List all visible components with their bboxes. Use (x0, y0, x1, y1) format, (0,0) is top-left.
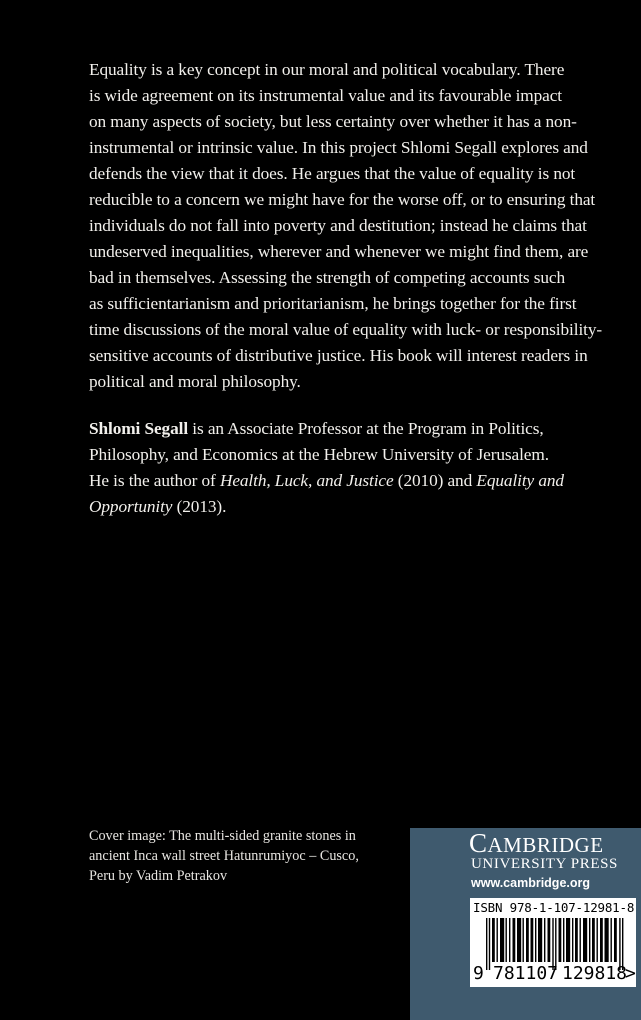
bio-line (89, 494, 589, 520)
book-title: Health, Luck, and Justice (219, 471, 394, 490)
description-line: bad in themselves. Assessing the strength of competing accounts such (89, 268, 566, 287)
description-line: time discussions of the moral value of equality with luck- or responsibility- (89, 320, 603, 339)
description-line: individuals do not fall into poverty and destitution; instead he claims that (89, 216, 587, 235)
description-line: reducible to a concern we might have for the worse off, or to ensuring that (89, 190, 596, 209)
publisher-logo-name (469, 828, 604, 858)
description-line: Equality is a key concept in our moral and political vocabulary. There (89, 60, 565, 79)
bio-text: (2013). (172, 497, 227, 516)
publisher-subtitle: UNIVERSITY PRESS (471, 856, 618, 872)
author-name: Shlomi Segall (89, 419, 189, 438)
book-title: Opportunity (89, 497, 173, 516)
bio-text: (2010) and (393, 471, 477, 490)
description-line: is wide agreement on its instrumental value and its favourable impact (89, 86, 562, 105)
publisher-panel (410, 828, 641, 1020)
description-line: defends the view that it does. He argues that the value of equality is not (89, 164, 576, 183)
credit-line: ancient Inca wall street Hatunrumiyoc – Cusco, (89, 848, 359, 864)
description-line: sensitive accounts of distributive justice. His book will interest readers in (89, 346, 588, 365)
bio-line (89, 468, 589, 494)
book-description (89, 57, 603, 395)
quiet-zone-marker: > (625, 963, 636, 984)
description-line: political and moral philosophy. (89, 372, 301, 391)
publisher-name-rest: AMBRIDGE (487, 833, 604, 857)
author-bio (89, 416, 589, 520)
bio-text: He is the author of (89, 471, 220, 490)
book-title: Equality and (476, 471, 564, 490)
bio-line: Philosophy, and Economics at the Hebrew University of Jerusalem. (89, 445, 549, 464)
bio-text: is an Associate Professor at the Program in Politics, (188, 419, 544, 438)
credit-line: Cover image: The multi-sided granite stones in (89, 828, 356, 844)
isbn-barcode (470, 898, 636, 987)
bio-line (89, 416, 589, 442)
isbn-label: ISBN 978-1-107-12981-8 (473, 900, 635, 915)
cover-image-credit (89, 826, 409, 886)
ean-lead-digit: 9 (473, 963, 484, 984)
description-line: as sufficientarianism and prioritarianism, he brings together for the first (89, 294, 577, 313)
ean-right-group: 129818 (562, 963, 628, 984)
description-line: undeserved inequalities, wherever and whenever we might find them, are (89, 242, 589, 261)
credit-line: Peru by Vadim Petrakov (89, 868, 228, 884)
publisher-url: www.cambridge.org (471, 876, 591, 890)
description-line: on many aspects of society, but less certainty over whether it has a non- (89, 112, 577, 131)
ean-left-group: 781107 (493, 963, 559, 984)
publisher-initial: C (469, 828, 488, 858)
description-line: instrumental or intrinsic value. In this project Shlomi Segall explores and (89, 138, 588, 157)
